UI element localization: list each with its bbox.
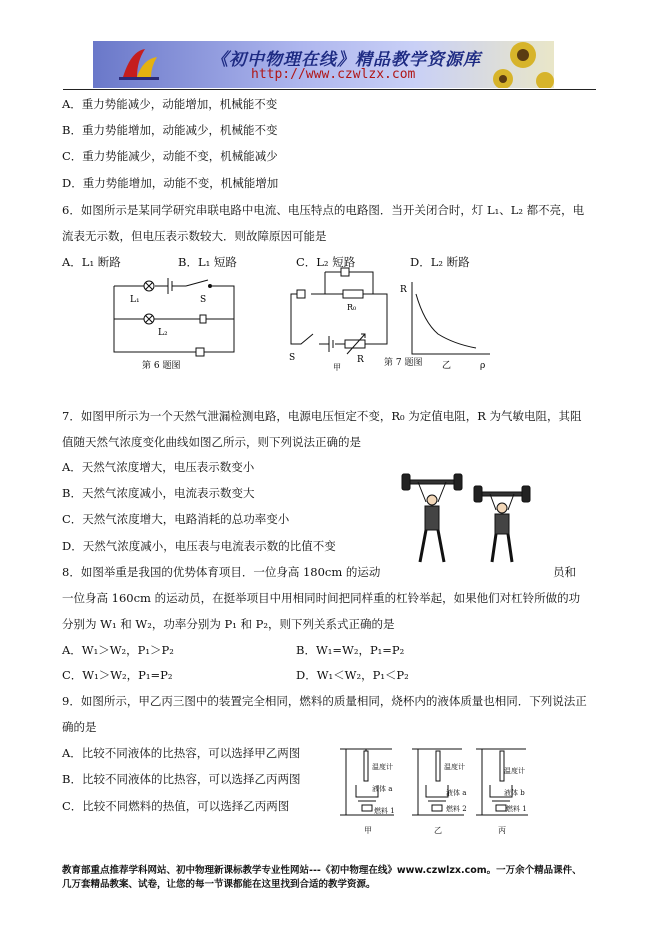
fig6-caption: 第 6 题图 xyxy=(142,361,181,371)
fig6-label-s: S xyxy=(200,295,207,305)
header-banner xyxy=(93,41,554,88)
fig9-label-yi: 乙 xyxy=(434,826,442,835)
q8-option-a: A．W₁＞W₂，P₁＞P₂ xyxy=(62,643,174,657)
q8-stem-line3: 分别为 W₁ 和 W₂，功率分别为 P₁ 和 P₂，则下列关系式正确的是 xyxy=(62,617,395,631)
q8-stem-line2: 一位身高 160cm 的运动员，在挺举项目中用相同时间把同样重的杠铃举起，如果他们对杠铃所做的功 xyxy=(62,591,581,605)
fig7-label-r: R xyxy=(357,355,364,365)
q8-option-b: B．W₁=W₂，P₁=P₂ xyxy=(296,643,405,657)
q9-option-b: B．比较不同液体的比热容，可以选择乙丙两图 xyxy=(62,772,301,786)
q6-option-a: A．L₁ 断路 xyxy=(62,255,121,269)
q5-option-c: C．重力势能减少，动能不变，机械能减少 xyxy=(62,149,278,163)
q8-option-d: D．W₁＜W₂，P₁＜P₂ xyxy=(296,668,409,682)
q6-option-b: B．L₁ 短路 xyxy=(178,255,237,269)
figure-6-circuit xyxy=(108,272,248,372)
fig9-jia-fuel: 燃料 1 xyxy=(374,807,395,815)
fig7-graph-axis-rho: ρ xyxy=(480,361,486,371)
q5-option-a: A．重力势能减少，动能增加，机械能不变 xyxy=(62,97,278,111)
figure-9-apparatus xyxy=(336,745,532,837)
q9-stem-line1: 9．如图所示，甲乙丙三图中的装置完全相同，燃料的质量相同，烧杯内的液体质量也相同．下列说法正 xyxy=(62,694,587,708)
banner-title: 《初中物理在线》精品教学资源库 xyxy=(211,50,481,70)
fig9-label-bing: 丙 xyxy=(498,826,506,835)
fig9-bing-liquid: 液体 b xyxy=(504,789,525,797)
banner-url: http://www.czwlzx.com xyxy=(251,67,416,82)
weightlifters-illustration xyxy=(398,472,548,568)
fig9-yi-liquid: 液体 a xyxy=(446,789,467,797)
header-rule xyxy=(63,89,596,90)
fig9-yi-thermo: 温度计 xyxy=(444,763,465,771)
fig7-label-r0: R₀ xyxy=(347,303,357,312)
fig9-jia-thermo: 温度计 xyxy=(372,763,393,771)
q5-option-b: B．重力势能增加，动能减少，机械能不变 xyxy=(62,123,278,137)
fig9-bing-thermo: 温度计 xyxy=(504,767,525,775)
q9-option-a: A．比较不同液体的比热容，可以选择甲乙两图 xyxy=(62,746,301,760)
q7-option-b: B．天然气浓度减小，电流表示数变大 xyxy=(62,486,255,500)
fig9-yi-fuel: 燃料 2 xyxy=(446,805,467,813)
fig7-graph-axis-r: R xyxy=(400,285,407,295)
q7-option-d: D．天然气浓度减小，电压表与电流表示数的比值不变 xyxy=(62,539,336,553)
q7-option-a: A．天然气浓度增大，电压表示数变小 xyxy=(62,460,255,474)
footer-line2: 几万套精品教案、试卷，让您的每一节课都能在这里找到合适的教学资源。 xyxy=(62,879,376,890)
q8-stem-line1a: 8．如图举重是我国的优势体育项目．一位身高 180cm 的运动 xyxy=(62,565,381,579)
q8-stem-line1b: 员和 xyxy=(553,565,576,579)
figure-7-graph xyxy=(398,278,498,374)
figure-7-circuit xyxy=(283,262,393,374)
fig9-label-jia: 甲 xyxy=(364,826,372,835)
q6-stem-line2: 流表无示数，但电压表示数较大．则故障原因可能是 xyxy=(62,229,327,243)
fig7-label-jia: 甲 xyxy=(333,363,341,372)
q9-option-c: C．比较不同燃料的热值，可以选择乙丙两图 xyxy=(62,799,290,813)
fig7-caption: 第 7 题图 xyxy=(384,358,423,368)
q8-option-c: C．W₁＞W₂，P₁=P₂ xyxy=(62,668,173,682)
fig6-label-l2: L₂ xyxy=(158,328,168,338)
q7-option-c: C．天然气浓度增大，电路消耗的总功率变小 xyxy=(62,512,290,526)
q6-stem-line1: 6．如图所示是某同学研究串联电路中电流、电压特点的电路图．当开关闭合时，灯 L₁、L₂ 都不亮，电 xyxy=(62,203,585,217)
fig9-jia-liquid: 液体 a xyxy=(372,785,393,793)
q9-stem-line2: 确的是 xyxy=(62,720,97,734)
q6-option-c: C．L₂ 短路 xyxy=(296,255,356,269)
fig6-label-l1: L₁ xyxy=(130,295,140,305)
fig9-bing-fuel: 燃料 1 xyxy=(506,805,527,813)
q7-stem-line2: 值随天然气浓度变化曲线如图乙所示，则下列说法正确的是 xyxy=(62,435,361,449)
fig7-graph-label-yi: 乙 xyxy=(442,361,452,371)
q5-option-d: D．重力势能增加，动能不变，机械能增加 xyxy=(62,176,279,190)
footer-line1: 教育部重点推荐学科网站、初中物理新课标教学专业性网站---《初中物理在线》www.czwlzx.com。一万余个精品课件、 xyxy=(62,865,582,876)
q7-stem-line1: 7．如图甲所示为一个天然气泄漏检测电路，电源电压恒定不变，R₀ 为定值电阻，R 为气敏电阻，其阻 xyxy=(62,409,582,423)
q6-option-d: D．L₂ 断路 xyxy=(410,255,470,269)
fig7-label-s: S xyxy=(289,353,296,363)
